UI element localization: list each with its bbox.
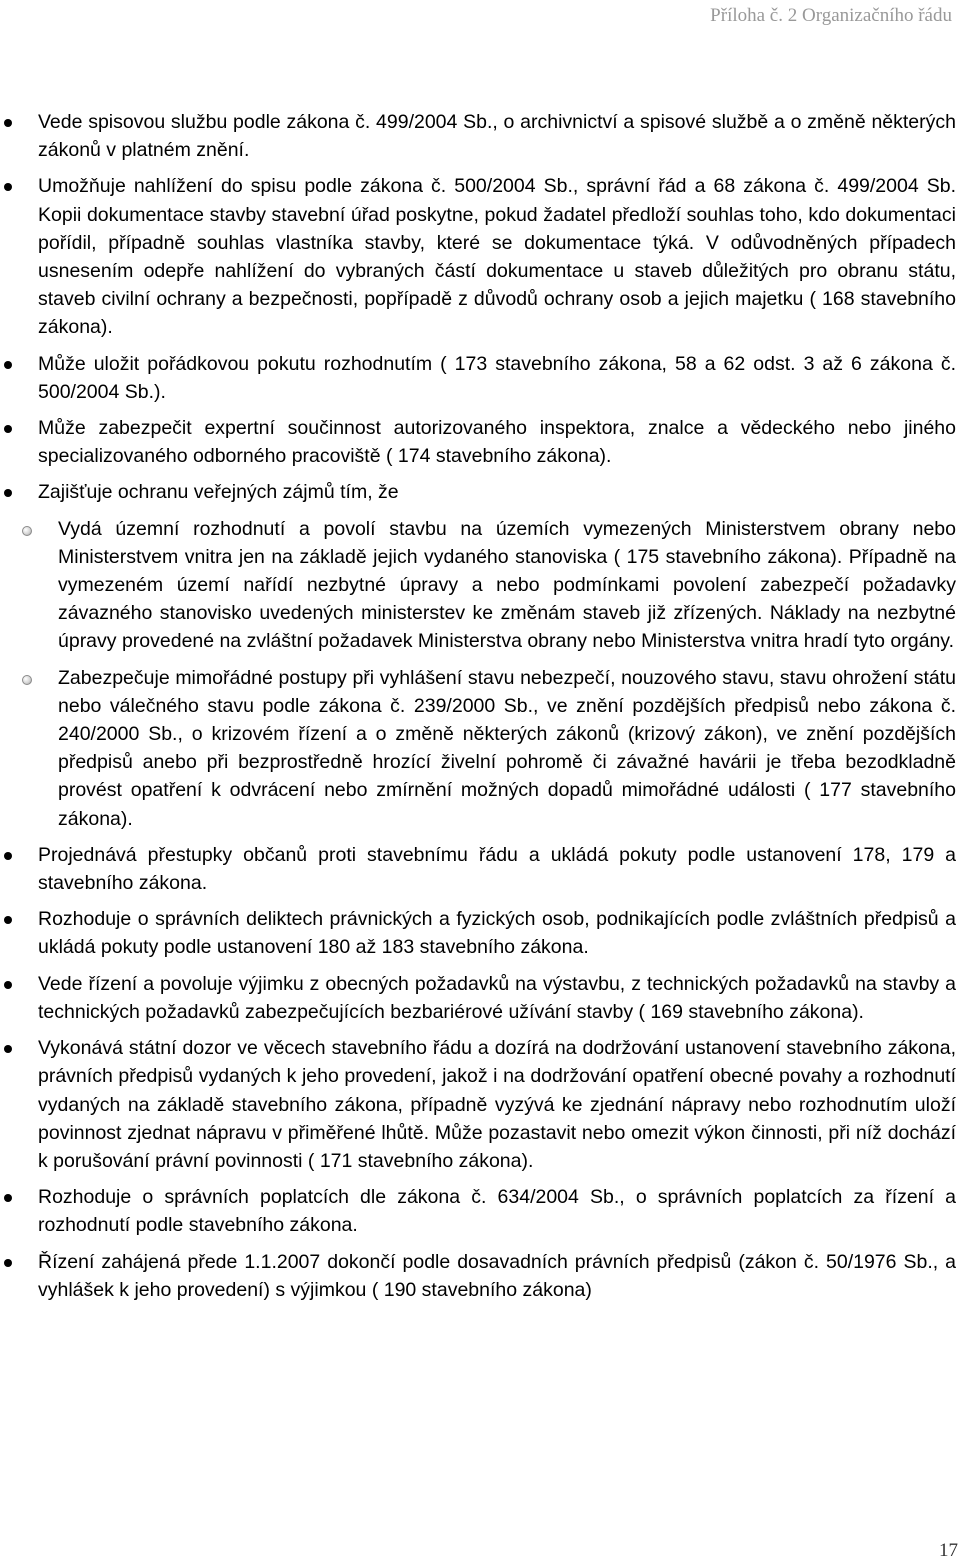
bullet-icon	[4, 981, 12, 989]
sub-bullet-icon	[22, 675, 32, 685]
bullet-icon	[4, 1259, 12, 1267]
list-item	[0, 970, 960, 1026]
list-item-text: Umožňuje nahlížení do spisu podle zákona č. 500/2004 Sb., správní řád a 68 zákona č. 499/2004 Sb. Kopii dokumentace stavby stavební úřad poskytne, pokud žadatel předloží souhlas toho, kdo dokumentaci pořídil, případně souhlas vlastníka stavby, které se dokumentace týká. V odůvodněných případech usnesením odepře nahlížení do vybraných částí dokumentace u staveb důležitých pro obranu státu, staveb civilní ochrany a bezpečnosti, popřípadě z důvodů ochrany osob a jejich majetku ( 168 stavebního zákona).	[38, 175, 956, 339]
list-item	[0, 478, 960, 506]
list-item	[0, 172, 960, 341]
list-item-text: Vede řízení a povoluje výjimku z obecných požadavků na výstavbu, z technických požadavků na stavby a technických požadavků zabezpečujících bezbariérové užívání stavby ( 169 stavebního zákona).	[38, 972, 956, 1023]
sub-list	[0, 515, 960, 833]
bullet-icon	[4, 852, 12, 860]
list-item	[0, 841, 960, 897]
list-item	[0, 1183, 960, 1239]
running-header: Příloha č. 2 Organizačního řádu	[710, 5, 952, 26]
list-item-text: Zajišťuje ochranu veřejných zájmů tím, že	[38, 481, 399, 504]
sub-list-item	[0, 664, 960, 833]
list-item-text: Projednává přestupky občanů proti stavebnímu řádu a ukládá pokuty podle ustanovení 178, 179 a stavebního zákona.	[38, 843, 956, 895]
sub-list-item-text: Zabezpečuje mimořádné postupy při vyhlášení stavu nebezpečí, nouzového stavu, stavu ohrožení státu nebo válečného stavu podle zákona č. 239/2000 Sb., ve znění pozdějších předpisů nebo zákona č. 240/2000 Sb., o krizovém řízení a o změně některých zákonů (krizový zákon), ve znění pozdějších předpisů anebo při bezprostředně hrozící živelní pohromě či závažné havárii je třeba bezodkladně provést opatření k odvrácení nebo zmírnění možných dopadů mimořádné události ( 177 stavebního zákona).	[58, 666, 956, 830]
list-item-text: Rozhoduje o správních poplatcích dle zákona č. 634/2004 Sb., o správních poplatcích za řízení a rozhodnutí podle stavebního zákona.	[38, 1186, 956, 1237]
list-item-text: Může uložit pořádkovou pokutu rozhodnutím ( 173 stavebního zákona, 58 a 62 odst. 3 až 6 zákona č. 500/2004 Sb.).	[38, 352, 956, 403]
list-item	[0, 414, 960, 470]
list-item-text: Může zabezpečit expertní součinnost autorizovaného inspektora, znalce a vědeckého nebo jiného specializovaného odborného pracoviště ( 174 stavebního zákona).	[38, 417, 956, 468]
list-item	[0, 1248, 960, 1304]
list-item	[0, 1034, 960, 1175]
page-number: 17	[939, 1540, 958, 1561]
bullet-icon	[4, 1194, 12, 1202]
bullet-icon	[4, 489, 12, 497]
list-item-text: Řízení zahájená přede 1.1.2007 dokončí podle dosavadních právních předpisů (zákon č. 50/1976 Sb., a vyhlášek k jeho provedení) s výjimkou ( 190 stavebního zákona)	[38, 1250, 956, 1301]
list-item-text: Rozhoduje o správních deliktech právnických a fyzických osob, podnikajících podle zvláštních předpisů a ukládá pokuty podle ustanovení 180 až 183 stavebního zákona.	[38, 908, 956, 959]
sub-list-item-text: Vydá územní rozhodnutí a povolí stavbu na územích vymezených Ministerstvem obrany nebo Ministerstvem vnitra jen na základě jejich vydaného stanoviska ( 175 stavebního zákona). Případně na vymezeném území nařídí nezbytné úpravy a nebo podmínkami povolení zabezpečí požadavky závazného stanovisko uvedených ministerstev ke změnám staveb již zřízených. Náklady na nezbytné úpravy provedené na zvláštní požadavek Ministerstva obrany nebo Ministerstva vnitra hradí tyto orgány.	[58, 517, 956, 653]
list-item-text: Vykonává státní dozor ve věcech stavebního řádu a dozírá na dodržování ustanovení stavebního zákona, právních předpisů vydaných k jeho provedení, jakož i na dodržování opatření obecné povahy a rozhodnutí vydaných na základě stavebního zákona, případně vyzývá ke zjednání nápravy nebo rozhodnutím uloží povinnost zjednat nápravu v přiměřené lhůtě. Může pozastavit nebo omezit výkon činnosti, při níž dochází k porušování právní povinnosti ( 171 stavebního zákona).	[38, 1037, 956, 1172]
document-body	[0, 108, 960, 1312]
bullet-icon	[4, 916, 12, 924]
bullet-icon	[4, 1045, 12, 1053]
list-item	[0, 905, 960, 961]
list-item	[0, 108, 960, 164]
bullet-icon	[4, 183, 12, 191]
bullet-icon	[4, 361, 12, 369]
list-item-text: Vede spisovou službu podle zákona č. 499/2004 Sb., o archivnictví a spisové službě a o změně některých zákonů v platném znění.	[38, 111, 956, 162]
sub-list-item	[0, 515, 960, 656]
sub-bullet-icon	[22, 526, 32, 536]
list-item	[0, 350, 960, 406]
bullet-icon	[4, 425, 12, 433]
bullet-icon	[4, 119, 12, 127]
